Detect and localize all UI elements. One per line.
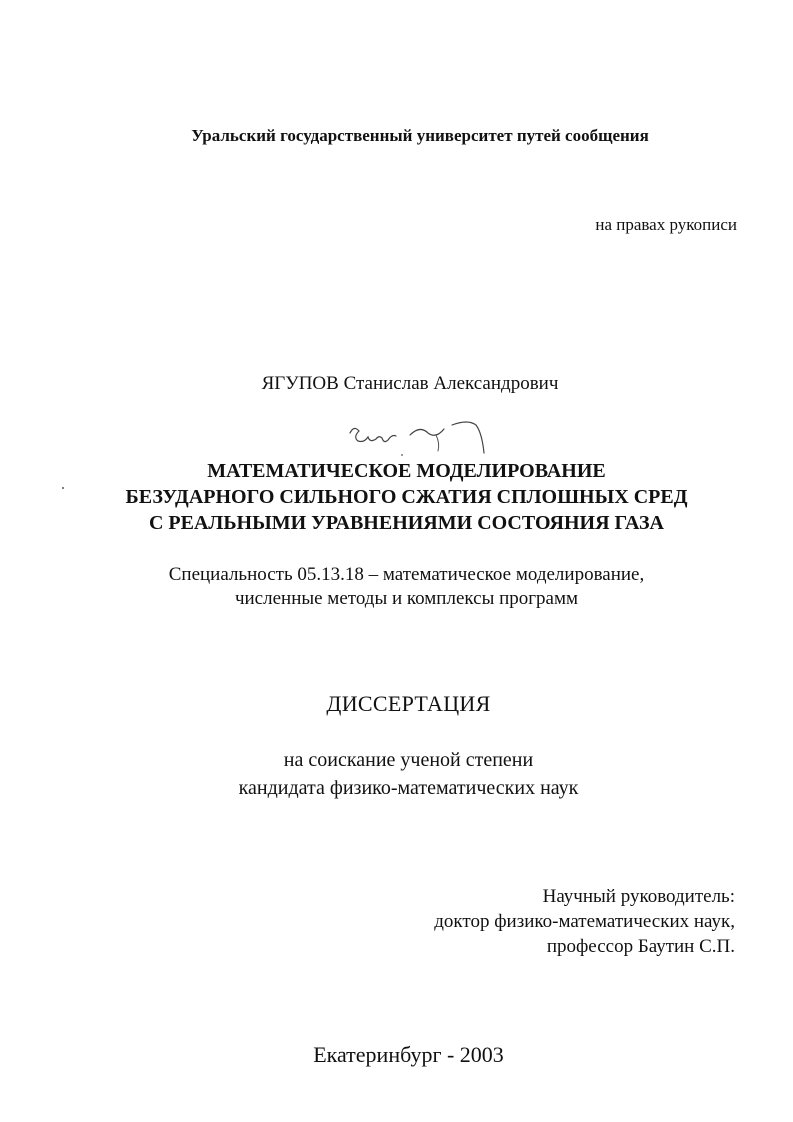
supervisor-line: доктор физико-математических наук, <box>434 911 735 932</box>
manuscript-note: на правах рукописи <box>595 215 737 234</box>
scientific-supervisor <box>434 884 735 959</box>
author-name: ЯГУПОВ Станислав Александрович <box>261 373 559 394</box>
document-type: ДИССЕРТАЦИЯ <box>326 691 491 716</box>
university-name: Уральский государственный университет путей сообщения <box>191 126 649 145</box>
supervisor-line: Научный руководитель: <box>542 886 735 907</box>
title-line: БЕЗУДАРНОГО СИЛЬНОГО СЖАТИЯ СПЛОШНЫХ СРЕД <box>125 486 688 508</box>
dissertation-title <box>10 458 793 536</box>
scan-speck <box>62 487 64 489</box>
city-year: Екатеринбург - 2003 <box>313 1042 504 1067</box>
title-line: С РЕАЛЬНЫМИ УРАВНЕНИЯМИ СОСТОЯНИЯ ГАЗА <box>148 512 665 534</box>
degree <box>12 746 793 802</box>
degree-line: на соискание ученой степени <box>283 749 534 771</box>
supervisor-line: профессор Баутин С.П. <box>546 936 735 957</box>
specialty <box>10 563 793 611</box>
degree-line: кандидата физико-математических наук <box>238 777 579 799</box>
specialty-line: Специальность 05.13.18 – математическое моделирование, <box>168 564 645 585</box>
specialty-line: численные методы и комплексы программ <box>234 588 579 609</box>
title-line: МАТЕМАТИЧЕСКОЕ МОДЕЛИРОВАНИЕ <box>207 460 606 482</box>
